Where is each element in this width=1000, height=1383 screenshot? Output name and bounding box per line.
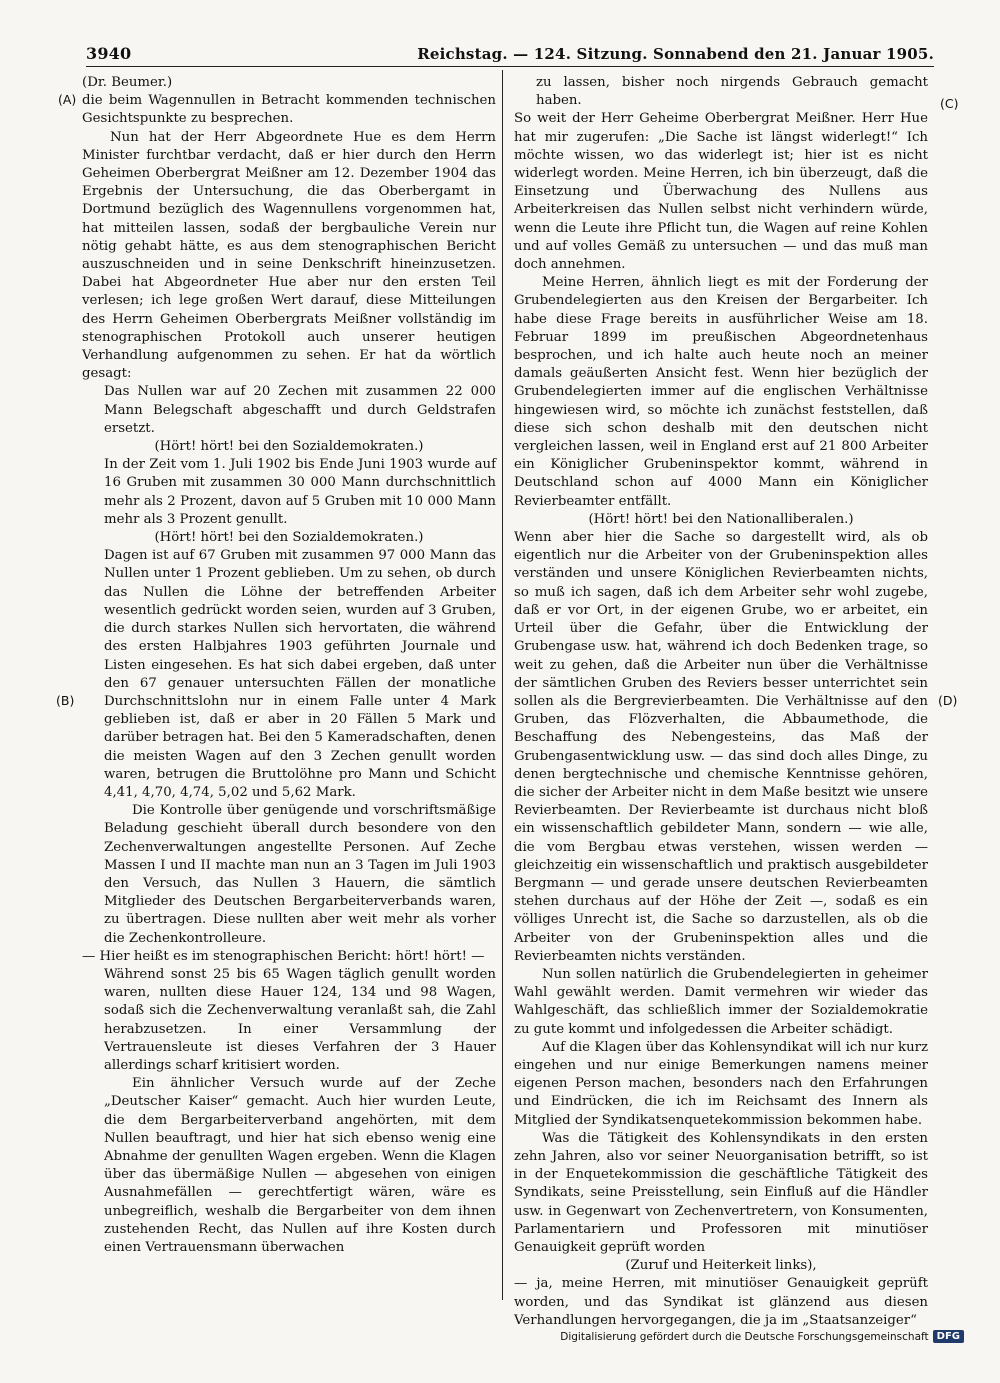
interjection: (Hört! hört! bei den Nationalliberalen.) xyxy=(588,511,854,527)
paragraph: — ja, meine Herren, mit minutiöser Genauigkeit geprüft worden, und das Syndikat ist glänzend aus diesen Verhandlungen hervorgegangen, die ja im „Staatsanzeiger“ xyxy=(514,1276,928,1328)
interjection: (Hört! hört! bei den Sozialdemokraten.) xyxy=(154,530,424,546)
quotation: Während sonst 25 bis 65 Wagen täglich genullt worden waren, nullten diese Hauer 124, 134 und 98 Wagen, sodaß sich die Zechenverwaltung veranlaßt sah, die Zahl herabzusetzen. In einer Versammlung der Vertrauensleute ist dieses Verfahren der 3 Hauer allerdings scharf kritisiert worden. xyxy=(104,966,496,1073)
column-divider xyxy=(502,70,503,1300)
margin-mark-b: (B) xyxy=(56,693,75,708)
page-header xyxy=(86,44,934,68)
paragraph: Meine Herren, ähnlich liegt es mit der Forderung der Grubendelegierten aus den Kreisen der Bergarbeiter. Ich habe diese Frage bereits in ausführlicher Weise am 18. Februar 1899 im preußischen Abgeordnetenhaus besprochen, und ich halte auch heute noch an meiner damals geäußerten Ansicht fest. Wenn hier bezüglich der Grubendelegierten immer auf die englischen Verhältnisse hingewiesen wird, so möchte ich zunächst feststellen, daß diese sich schon deshalb mit den deutschen nicht vergleichen lassen, weil in England erst auf 21 800 Arbeiter ein Königlicher Grubeninspektor kommt, während in Deutschland schon auf 4000 Mann ein Königlicher Revierbeamter entfällt. xyxy=(514,275,928,509)
page-number: 3940 xyxy=(86,44,132,63)
digitization-footer xyxy=(560,1330,964,1343)
speaker-label: (Dr. Beumer.) xyxy=(82,75,173,90)
quotation: In der Zeit vom 1. Juli 1902 bis Ende Juni 1903 wurde auf 16 Gruben mit zusammen 30 000 Mann durchschnittlich mehr als 2 Prozent, davon auf 5 Gruben mit 10 000 Mann mehr als 3 Prozent genullt. xyxy=(104,457,496,527)
footer-text: Digitalisierung gefördert durch die Deutsche Forschungsgemeinschaft xyxy=(560,1330,929,1343)
quotation: Das Nullen war auf 20 Zechen mit zusammen 22 000 Mann Belegschaft abgeschafft und durch Geldstrafen ersetzt. xyxy=(104,384,496,436)
quotation: zu lassen, bisher noch nirgends Gebrauch gemacht haben. xyxy=(536,75,928,109)
header-rule xyxy=(86,66,934,67)
interjection: (Hört! hört! bei den Sozialdemokraten.) xyxy=(154,439,424,455)
margin-mark-c: (C) xyxy=(940,96,959,111)
paragraph: Nun sollen natürlich die Grubendelegierten in geheimer Wahl gewählt werden. Damit vermehren wir wieder das Wahlgeschäft, das schließlich immer der Sozialdemokratie zu gute kommt und infolgedessen die Arbeiter schädigt. xyxy=(514,966,928,1037)
running-title: Reichstag. — 124. Sitzung. Sonnabend den 21. Januar 1905. xyxy=(417,45,934,63)
paragraph: die beim Wagennullen in Betracht kommenden technischen Gesichtspunkte zu besprechen. xyxy=(82,93,496,127)
paragraph: So weit der Herr Geheime Oberbergrat Meißner. Herr Hue hat mir zugerufen: „Die Sache ist längst widerlegt!“ Ich möchte wissen, wo das widerlegt ist; hier ist es nicht widerlegt worden. Meine Herren, ich bin überzeugt, daß die Einsetzung und Überwachung des Nullens aus Arbeiterkreisen das Nullen selbst nicht verhindern würde, wenn die Leute ihre Pflicht tun, die Wagen auf reine Kohlen und auf volles Gemäß zu untersuchen — und das muß man doch annehmen. xyxy=(514,111,928,273)
paragraph: Auf die Klagen über das Kohlensyndikat will ich nur kurz eingehen und nur einige Bemerkungen namens meiner eigenen Person machen, besonders nach den Erfahrungen und Eindrücken, die ich im Reichsamt des Innern als Mitglied der Syndikatsenquetekommission bekommen habe. xyxy=(514,1039,928,1128)
paragraph: Was die Tätigkeit des Kohlensyndikats in den ersten zehn Jahren, also vor seiner Neuorganisation betrifft, so ist in der Enquetekommission die geschäftliche Tätigkeit des Syndikats, seine Preisstellung, sein Einfluß auf die Händler usw. in Gegenwart von Zechenvertretern, von Konsumenten, Parlamentariern und Professoren mit minutiöser Genauigkeit geprüft worden xyxy=(514,1130,928,1255)
paragraph: Wenn aber hier die Sache so dargestellt wird, als ob eigentlich nur die Arbeiter von der Grubeninspektion alles verständen und unsere Königlichen Revierbeamten nichts, so muß ich sagen, daß ich dem Arbeiter sehr wohl zugebe, daß er vor Ort, in der eigenen Grube, wo er arbeitet, ein Urteil über die Gefahr, über die Entwicklung der Grubengase usw. hat, während ich doch Bedenken trage, so weit zu gehen, daß die Arbeiter nun über die Verhältnisse der sämtlichen Gruben des Reviers besser unterrichtet sein sollen als die Bergrevierbeamten. Die Verhältnisse auf den Gruben, das Flözverhalten, die Abbaumethode, die Beschaffung des Nebengesteins, das Maß der Grubengasentwicklung usw. — das sind doch alles Dinge, zu denen bergtechnische und chemische Kenntnisse gehören, die sicher der Arbeiter nicht in dem Maße besitzt wie unsere Revierbeamten. Der Revierbeamte ist durchaus nicht bloß ein wissenschaftlich gebildeter Mann, sondern — wie alle, die vom Bergbau etwas verstehen, wissen werden — gleichzeitig ein wissenschaftlich und praktisch ausgebildeter Bergmann — und gerade unsere deutschen Revierbeamten stehen durchaus auf der Höhe der Zeit —, sodaß es ein völliges Unrecht ist, die Sache so darzustellen, als ob die Arbeiter von der Grubeninspektion alles und die Revierbeamten nichts verständen. xyxy=(514,530,928,964)
paragraph: — Hier heißt es im stenographischen Bericht: hört! hört! — xyxy=(82,948,485,964)
dfg-logo-icon: DFG xyxy=(933,1330,964,1343)
quotation: Dagen ist auf 67 Gruben mit zusammen 97 000 Mann das Nullen unter 1 Prozent geblieben. Um zu sehen, ob durch das Nullen die Löhne der betreffenden Arbeiter wesentlich gedrückt worden seien, wurden auf 3 Gruben, die durch starkes Nullen sich hervortaten, die während des ersten Halbjahres 1903 geführten Journale und Listen eingesehen. Es hat sich dabei ergeben, daß unter den 67 genauer untersuchten Fällen der monatliche Durchschnittslohn nur in einem Falle unter 4 Mark geblieben ist, daß er aber in 20 Fällen 5 Mark und darüber betragen hat. Bei den 5 Kameradschaften, denen die meisten Wagen auf den 3 Zechen genullt worden waren, betrugen die Bruttolöhne pro Mann und Schicht 4,41, 4,70, 4,74, 5,02 und 5,62 Mark. xyxy=(104,548,496,800)
quotation: Die Kontrolle über genügende und vorschriftsmäßige Beladung geschieht überall durch besondere von den Zechenverwaltungen angestellte Personen. Auf Zeche Massen I und II machte man nun an 3 Tagen im Juli 1903 den Versuch, das Nullen 3 Hauern, die sämtlich Mitglieder des Deutschen Bergarbeiterverbands waren, zu übertragen. Diese nullten aber weit mehr als vorher die Zechenkontrolleure. xyxy=(104,803,496,946)
quotation: Ein ähnlicher Versuch wurde auf der Zeche „Deutscher Kaiser“ gemacht. Auch hier wurden Leute, die dem Bergarbeiterverband angehörten, mit dem Nullen beauftragt, und hier hat sich ebenso wenig eine Abnahme der genullten Wagen ergeben. Wenn die Klagen über das übermäßige Nullen — abgesehen von einigen Ausnahmefällen — gerechtfertigt wären, wäre es unbegreiflich, weshalb die Bergarbeiter von dem ihnen zustehenden Recht, das Nullen auf ihre Kosten durch einen Vertrauensmann überwachen xyxy=(104,1076,496,1255)
interjection: (Zuruf und Heiterkeit links), xyxy=(625,1258,817,1274)
margin-mark-d: (D) xyxy=(938,693,958,708)
margin-mark-a: (A) xyxy=(58,92,77,107)
left-column xyxy=(82,74,496,1257)
right-column xyxy=(514,74,928,1330)
paragraph: Nun hat der Herr Abgeordnete Hue es dem Herrn Minister furchtbar verdacht, daß er hier durch den Herrn Geheimen Oberbergrat Meißner am 12. Dezember 1904 das Ergebnis der Untersuchung, die das Oberbergamt in Dortmund bezüglich des Wagennullens vorgenommen hat, hat mitteilen lassen, sodaß der bergbauliche Verein nur nötig gehabt hätte, es aus dem stenographischen Bericht auszuschneiden und in seine Denkschrift hineinzusetzen. Dabei hat Abgeordneter Hue aber nur den ersten Teil verlesen; ich lege großen Wert darauf, diese Mitteilungen des Herrn Geheimen Oberbergrats Meißner vollständig im stenographischen Protokoll auch unserer heutigen Verhandlung aufgenommen zu sehen. Er hat da wörtlich gesagt: xyxy=(82,129,496,382)
